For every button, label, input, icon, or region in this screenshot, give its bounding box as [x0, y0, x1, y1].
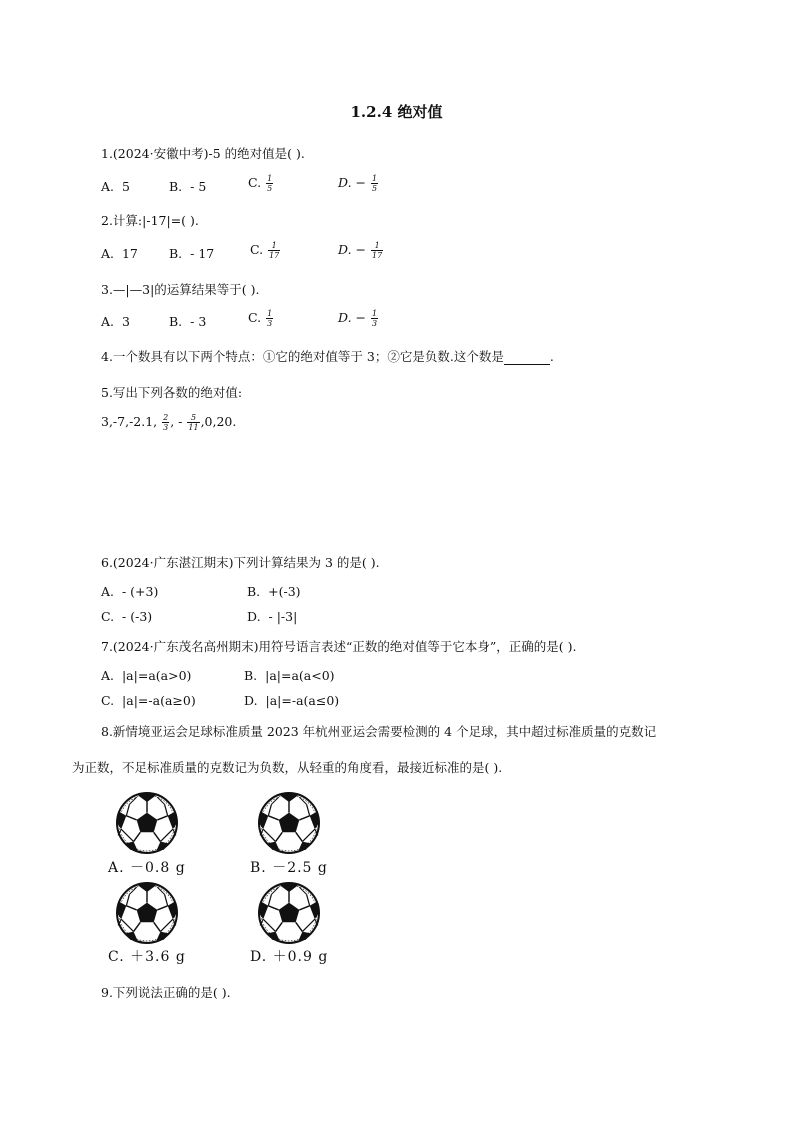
question-4-stem: 4.一个数具有以下两个特点：①它的绝对值等于 3；②它是负数.这个数是 . — [101, 349, 554, 364]
q7-option-c: C. |a|=-a(a≥0) — [101, 693, 196, 708]
q1-option-a: A. 5 — [101, 179, 130, 194]
question-8-line-1: 8.新情境亚运会足球标准质量 2023 年杭州亚运会需要检测的 4 个足球，其中超过标准质量的克数记 — [101, 724, 657, 739]
fraction: $\frac{5}{11}$ — [188, 413, 199, 432]
fraction: $\frac{2}{3}$ — [163, 413, 169, 432]
soccer-ball-image-b — [258, 792, 320, 858]
soccer-ball-image-d — [258, 882, 320, 948]
q7-option-d: D. |a|=-a(a≤0) — [244, 693, 340, 708]
fraction: $\frac{1}{5}$ — [372, 174, 378, 193]
q1-option-c: C. $\frac{1}{5}$ — [248, 174, 273, 193]
fraction: $\frac{1}{5}$ — [267, 174, 273, 193]
q3-option-b: B. - 3 — [169, 314, 207, 329]
q3-option-c: C. $\frac{1}{3}$ — [248, 309, 273, 328]
q6-option-b: B. +(-3) — [247, 584, 301, 599]
question-5-stem: 5.写出下列各数的绝对值: — [101, 385, 243, 400]
ball-label-c: C. ＋3.6 g — [108, 949, 186, 965]
q7-option-a: A. |a|=a(a>0) — [101, 668, 192, 683]
ball-label-d: D. ＋0.9 g — [250, 949, 329, 965]
question-1-stem: 1.(2024·安徽中考)-5 的绝对值是( ). — [101, 146, 305, 161]
q3-option-d: D. − $\frac{1}{3}$ — [338, 309, 378, 328]
q6-option-d: D. - |-3| — [247, 609, 298, 624]
ball-label-a: A. －0.8 g — [108, 860, 186, 876]
soccer-ball-image-c — [116, 882, 178, 948]
question-3-stem: 3.—|—3|的运算结果等于( ). — [101, 282, 260, 297]
q6-option-a: A. - (+3) — [101, 584, 159, 599]
q2-option-b: B. - 17 — [169, 246, 215, 261]
fraction: $\frac{1}{17}$ — [372, 241, 383, 260]
question-9-stem: 9.下列说法正确的是( ). — [101, 985, 231, 1000]
answer-blank[interactable] — [504, 352, 550, 365]
question-2-stem: 2.计算:|-17|=( ). — [101, 213, 199, 228]
page-title: 1.2.4 绝对值 — [350, 103, 443, 121]
question-8-line-2: 为正数，不足标准质量的克数记为负数，从轻重的角度看，最接近标准的是( ). — [72, 760, 503, 775]
question-7-stem: 7.(2024·广东茂名高州期末)用符号语言表述“正数的绝对值等于它本身”，正确的是( ). — [101, 639, 577, 654]
q2-option-a: A. 17 — [101, 246, 138, 261]
ball-label-b: B. －2.5 g — [250, 860, 328, 876]
soccer-ball-image-a — [116, 792, 178, 858]
fraction: $\frac{1}{17}$ — [269, 241, 280, 260]
q6-option-c: C. - (-3) — [101, 609, 153, 624]
fraction: $\frac{1}{3}$ — [267, 309, 273, 328]
q2-option-c: C. $\frac{1}{17}$ — [250, 241, 280, 260]
fraction: $\frac{1}{3}$ — [372, 309, 378, 328]
q2-option-d: D. − $\frac{1}{17}$ — [338, 241, 383, 260]
q7-option-b: B. |a|=a(a<0) — [244, 668, 335, 683]
question-6-stem: 6.(2024·广东湛江期末)下列计算结果为 3 的是( ). — [101, 555, 380, 570]
q1-option-b: B. - 5 — [169, 179, 207, 194]
question-5-number-list: 3,-7,-2.1, $\frac{2}{3}$ , - $\frac{5}{11}$ ,0,20. — [101, 413, 237, 432]
q1-option-d: D. − $\frac{1}{5}$ — [338, 174, 378, 193]
q3-option-a: A. 3 — [101, 314, 130, 329]
